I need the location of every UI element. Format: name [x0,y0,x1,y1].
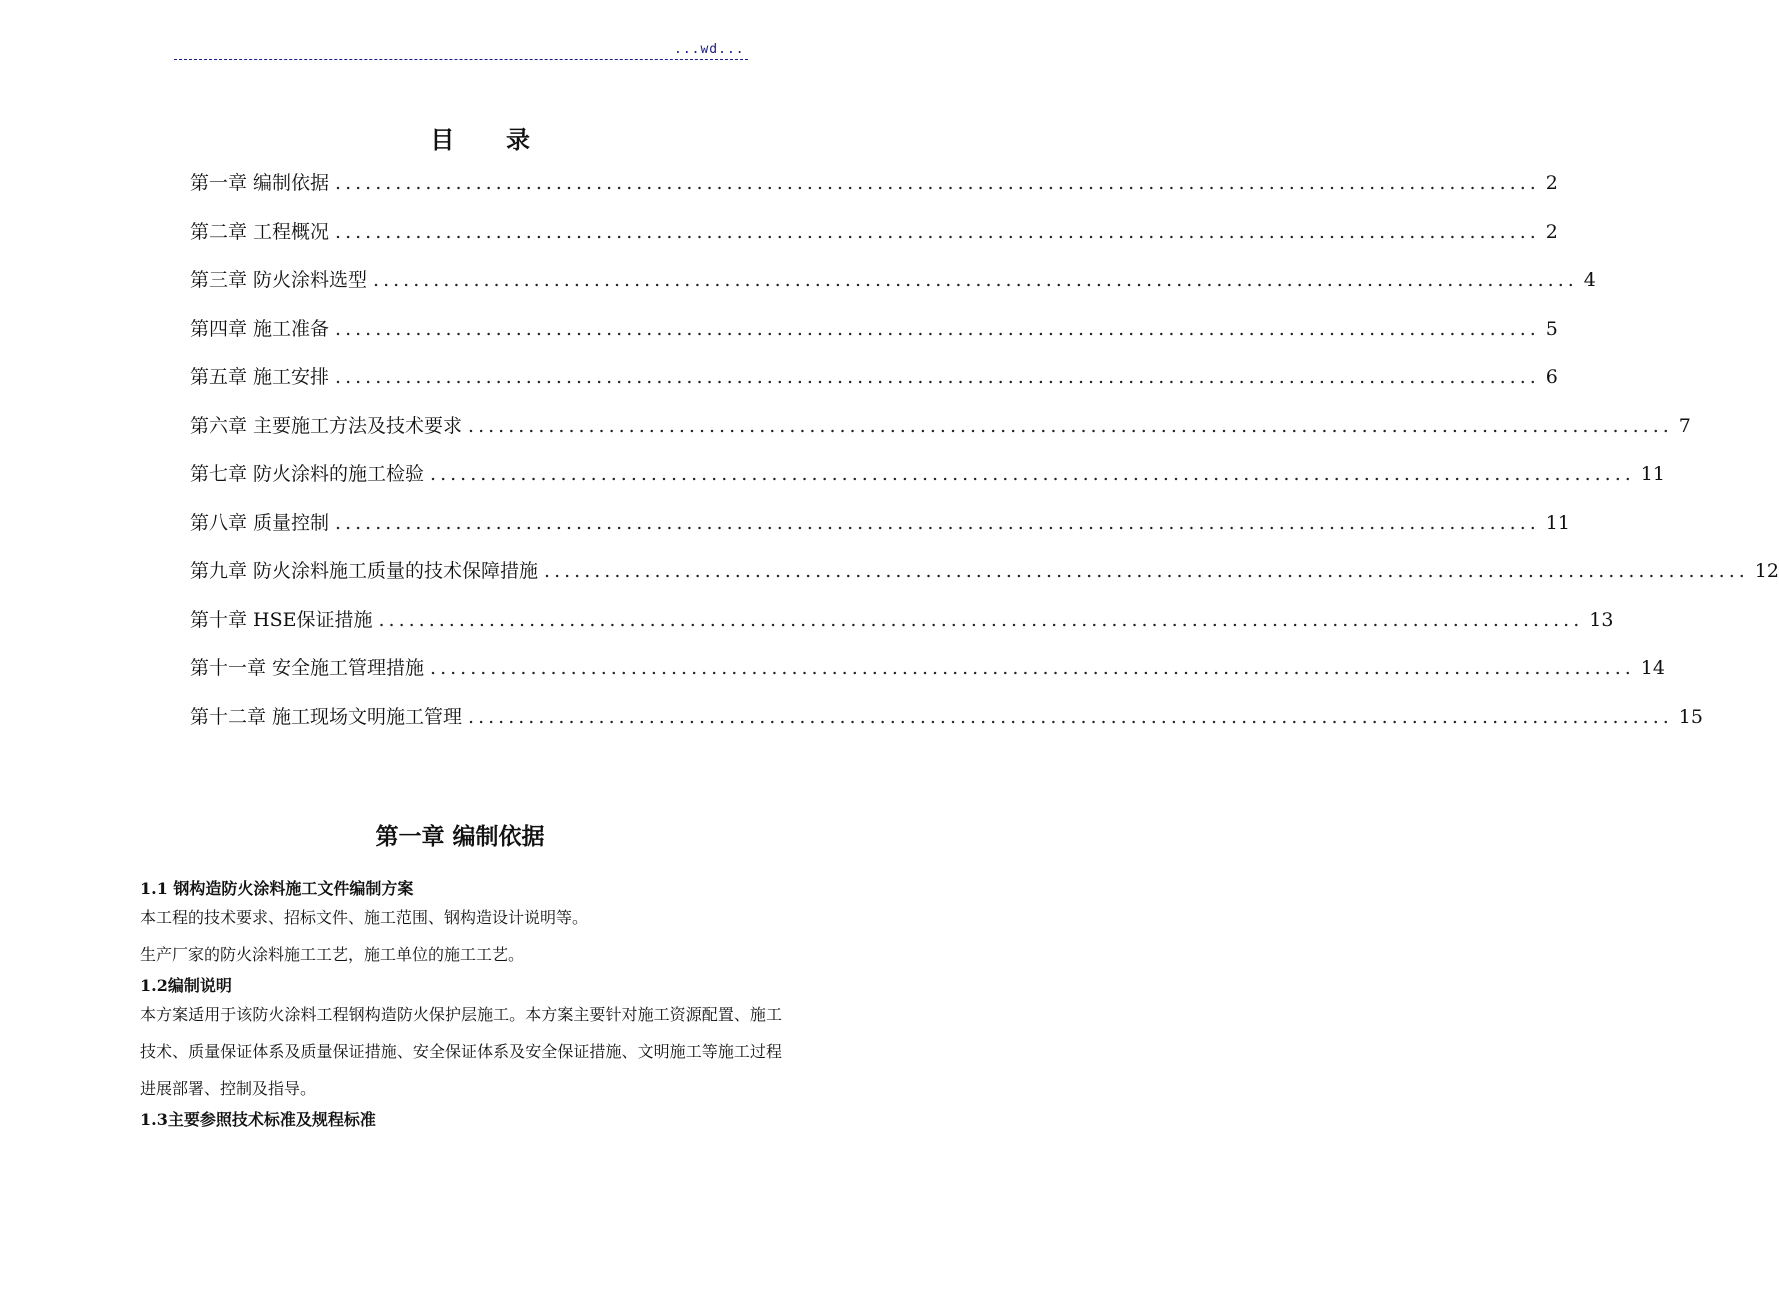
toc-leader: ........................................................................................................................ [468,705,1673,728]
toc-entry[interactable] [190,459,1665,508]
header-divider [174,59,748,60]
toc-entry[interactable] [190,556,1779,605]
table-of-contents [190,168,1779,750]
toc-entry-label: 第六章 主要施工方法及技术要求 [190,414,463,437]
toc-leader: ........................................................................................................................ [335,366,1540,388]
toc-entry-label: 第九章 防火涂料施工质量的技术保障措施 [190,560,539,582]
toc-entry-page: 4 [1583,269,1596,291]
toc-entry-page: 15 [1678,705,1703,728]
section-heading: 1.1 钢构造防火涂料施工文件编制方案 [140,879,414,898]
toc-leader: ........................................................................................................................ [335,317,1540,340]
toc-entry-page: 13 [1589,608,1614,631]
toc-entry[interactable] [190,314,1558,363]
toc-entry[interactable] [190,411,1691,460]
toc-leader: ........................................................................................................................ [430,463,1635,485]
toc-entry-page: 12 [1754,560,1779,582]
toc-entry-page: 7 [1678,414,1691,437]
toc-entry-page: 11 [1545,511,1570,534]
chapter-body [140,876,782,1133]
toc-leader: ........................................................................................................................ [378,608,1584,631]
section-heading: 1.2编制说明 [140,976,232,995]
toc-entry-page: 6 [1545,366,1558,388]
toc-entry-page: 11 [1640,463,1665,485]
toc-leader: ........................................................................................................................ [430,657,1635,679]
toc-entry-label: 第三章 防火涂料选型 [190,269,368,291]
toc-leader: ........................................................................................................................ [335,220,1540,243]
toc-entry-label: 第一章 编制依据 [190,172,330,194]
toc-entry-label: 第十二章 施工现场文明施工管理 [190,705,463,728]
paragraph: 本工程的技术要求、招标文件、施工范围、钢构造设计说明等。 [140,908,589,927]
toc-entry-page: 2 [1545,172,1558,194]
header-mark: ...wd... [674,42,745,57]
toc-entry-label: 第八章 质量控制 [190,511,330,534]
toc-entry-page: 2 [1545,220,1558,243]
toc-entry[interactable] [190,265,1596,314]
paragraph: 本方案适用于该防火涂料工程钢构造防火保护层施工。本方案主要针对施工资源配置、施工技术、质量保证体系及质量保证措施、安全保证体系及安全保证措施、文明施工等施工过程进展部署、控制及指导。 [140,1005,782,1098]
toc-entry[interactable] [190,508,1570,557]
toc-entry[interactable] [190,653,1665,702]
chapter-title: 第一章 编制依据 [375,823,545,850]
toc-entry[interactable] [190,168,1558,217]
toc-entry-page: 14 [1640,657,1665,679]
toc-entry-label: 第七章 防火涂料的施工检验 [190,463,425,485]
paragraph: 生产厂家的防火涂料施工工艺，施工单位的施工工艺。 [140,945,525,964]
toc-entry-label: 第五章 施工安排 [190,366,330,388]
toc-leader: ........................................................................................................................ [544,560,1749,582]
section-heading: 1.3主要参照技术标准及规程标准 [140,1110,376,1129]
toc-entry-label: 第十一章 安全施工管理措施 [190,657,425,679]
toc-entry-label: 第十章 HSE保证措施 [190,608,373,631]
toc-entry-label: 第四章 施工准备 [190,317,330,340]
toc-entry[interactable] [190,702,1703,751]
toc-entry-label: 第二章 工程概况 [190,220,330,243]
toc-entry[interactable] [190,605,1614,654]
toc-leader: ........................................................................................................................ [468,414,1673,437]
toc-leader: ........................................................................................................................ [373,269,1578,291]
toc-title: 目 录 [430,125,552,154]
toc-entry-page: 5 [1545,317,1558,340]
toc-entry[interactable] [190,217,1558,266]
toc-leader: ........................................................................................................................ [335,172,1540,194]
toc-entry[interactable] [190,362,1558,411]
toc-leader: ........................................................................................................................ [335,511,1540,534]
